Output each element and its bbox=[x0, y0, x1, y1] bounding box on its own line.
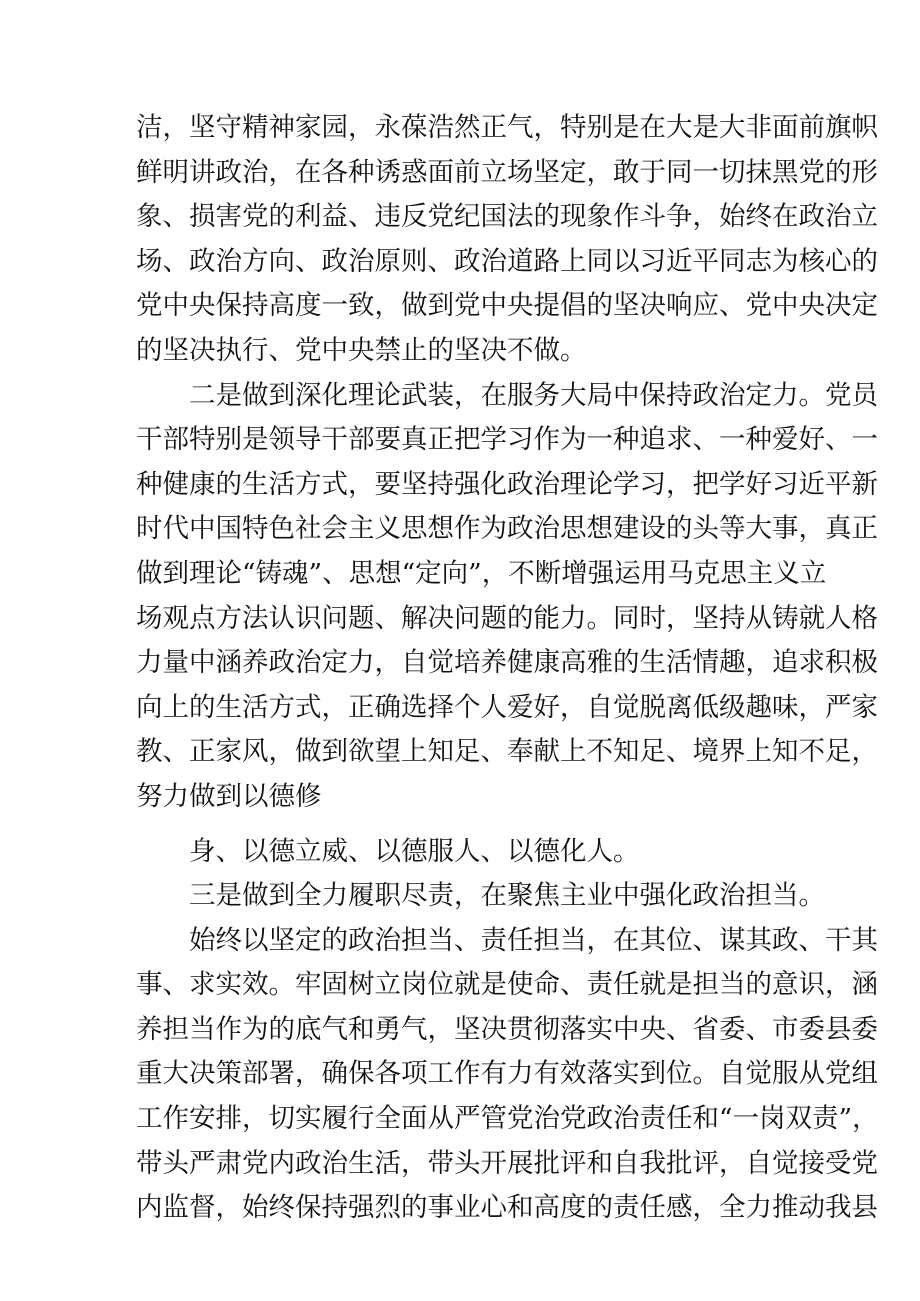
paragraph-gap bbox=[136, 820, 796, 830]
text-line: 带头严肃党内政治生活，带头开展批评和自我批评，自觉接受党 bbox=[136, 1147, 878, 1179]
text-line: 洁，坚守精神家园，永葆浩然正气，特别是在大是大非面前旗帜 bbox=[136, 112, 878, 143]
text-line: 内监督，始终保持强烈的事业心和高度的责任感，全力推动我县 bbox=[136, 1192, 878, 1224]
text-line: 身、以德立威、以德服人、以德化人。 bbox=[189, 835, 640, 867]
text-line: 向上的生活方式，正确选择个人爱好，自觉脱离低级趣味，严家 bbox=[136, 691, 878, 723]
text-line: 二是做到深化理论武装，在服务大局中保持政治定力。党员 bbox=[189, 379, 878, 411]
text-line: 事、求实效。牢固树立岗位就是使命、责任就是担当的意识，涵 bbox=[136, 969, 878, 1001]
paragraph-2 bbox=[136, 374, 878, 820]
text-line: 教、正家风，做到欲望上知足、奉献上不知足、境界上知不足， bbox=[136, 736, 878, 768]
document-body bbox=[136, 106, 879, 1231]
text-line: 养担当作为的底气和勇气，坚决贯彻落实中央、省委、市委县委 bbox=[136, 1013, 878, 1045]
text-line: 工作安排，切实履行全面从严管党治党政治责任和“一岗双责”， bbox=[136, 1103, 879, 1135]
text-line: 的坚决执行、党中央禁止的坚决不做。 bbox=[136, 334, 587, 366]
text-line: 努力做到以德修 bbox=[136, 780, 322, 812]
text-line: 种健康的生活方式，要坚持强化政治理论学习，把学好习近平新 bbox=[136, 468, 878, 500]
text-line: 重大决策部署，确保各项工作有力有效落实到位。自觉服从党组 bbox=[136, 1058, 878, 1090]
paragraph-4 bbox=[136, 874, 825, 919]
text-line: 鲜明讲政治，在各种诱惑面前立场坚定，敢于同一切抹黑党的形 bbox=[136, 156, 878, 188]
paragraph-5 bbox=[136, 919, 879, 1231]
text-line: 三是做到全力履职尽责，在聚焦主业中强化政治担当。 bbox=[189, 880, 825, 912]
text-line: 力量中涵养政治定力，自觉培养健康高雅的生活情趣，追求积极 bbox=[136, 647, 878, 679]
paragraph-1 bbox=[136, 106, 878, 374]
paragraph-3 bbox=[136, 830, 796, 875]
text-line: 场观点方法认识问题、解决问题的能力。同时，坚持从铸就人格 bbox=[136, 602, 878, 634]
text-line: 做到理论“铸魂”、思想“定向”，不断增强运用马克思主义立 bbox=[136, 557, 827, 589]
text-line: 干部特别是领导干部要真正把学习作为一种追求、一种爱好、一 bbox=[136, 424, 878, 456]
text-line: 时代中国特色社会主义思想作为政治思想建设的头等大事，真正 bbox=[136, 513, 878, 545]
text-line: 党中央保持高度一致，做到党中央提倡的坚决响应、党中央决定 bbox=[136, 290, 878, 322]
text-line: 始终以坚定的政治担当、责任担当，在其位、谋其政、干其 bbox=[189, 924, 878, 956]
text-line: 象、损害党的利益、违反党纪国法的现象作斗争，始终在政治立 bbox=[136, 201, 878, 233]
text-line: 场、政治方向、政治原则、政治道路上同以习近平同志为核心的 bbox=[136, 245, 878, 277]
